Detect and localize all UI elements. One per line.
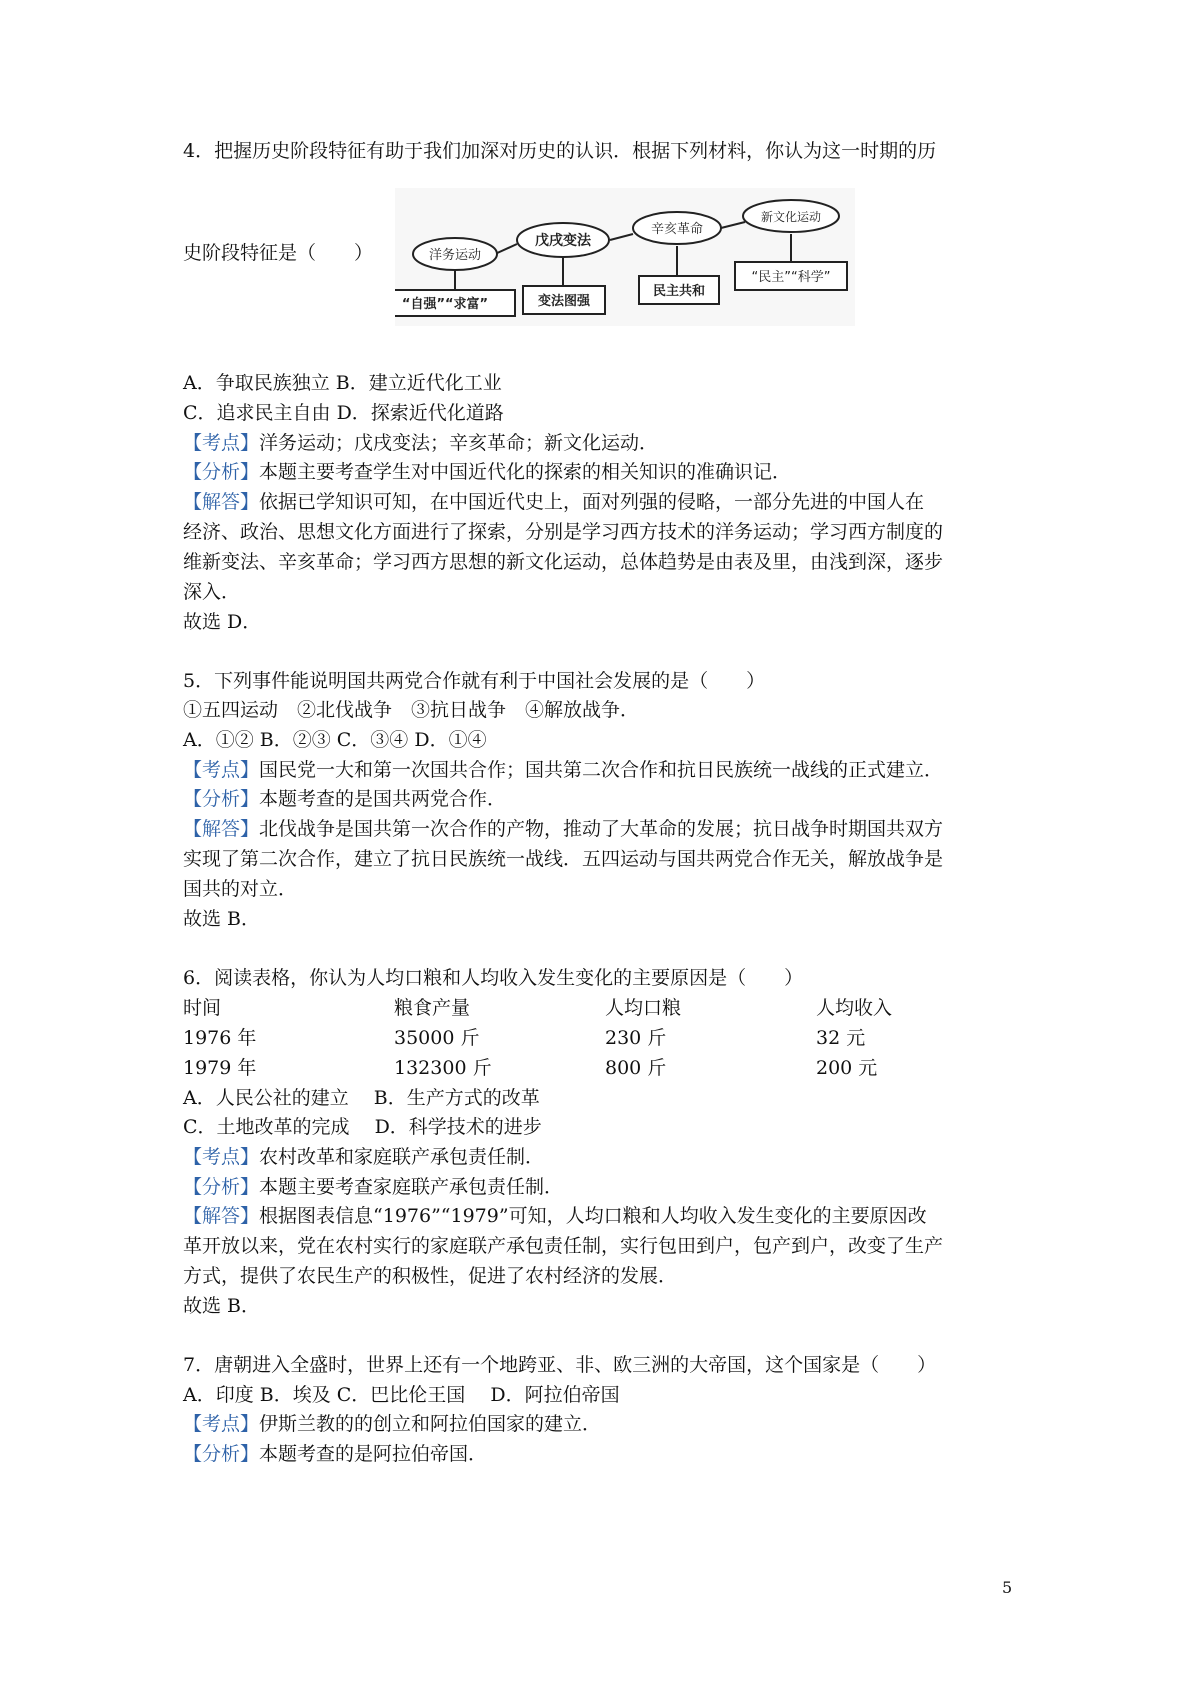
q7-options: A．印度 B．埃及 C．巴比伦王国 D．阿拉伯帝国 xyxy=(183,1384,620,1406)
q4-answer: 故选 D． xyxy=(183,611,262,633)
q6-options-line1: A．人民公社的建立 B．生产方式的改革 xyxy=(183,1087,540,1109)
page-number: 5 xyxy=(1002,1578,1013,1597)
q4-kaodian-text: 洋务运动；戊戌变法；辛亥革命；新文化运动． xyxy=(259,432,659,454)
q4-history-diagram xyxy=(395,188,855,326)
q6-table-cell: 132300 斤 xyxy=(394,1057,492,1079)
q6-jieda-line2: 革开放以来，党在农村实行的家庭联产承包责任制，实行包田到户，包产到户，改变了生产 xyxy=(183,1235,944,1257)
q5-jieda-line3: 国共的对立． xyxy=(183,878,298,900)
fenxi-tag: 【分析】 xyxy=(183,788,260,810)
q4-jieda-text1: 依据已学知识可知，在中国近代史上，面对列强的侵略，一部分先进的中国人在 xyxy=(259,491,925,513)
q4-diagram-slogan-1 xyxy=(523,286,605,314)
q5-stem: 5．下列事件能说明国共两党合作就有利于中国社会发展的是（ ） xyxy=(183,670,766,692)
q7-kaodian-text: 伊斯兰教的的创立和阿拉伯国家的建立． xyxy=(259,1413,602,1435)
q7-stem: 7．唐朝进入全盛时，世界上还有一个地跨亚、非、欧三洲的大帝国，这个国家是（ ） xyxy=(183,1354,937,1376)
q4-diagram-event-label-3: 新文化运动 xyxy=(760,210,822,224)
jieda-tag: 【解答】 xyxy=(183,1205,260,1227)
q6-table-cell: 32 元 xyxy=(816,1027,866,1049)
q4-diagram-event-2 xyxy=(633,212,721,244)
kaodian-tag: 【考点】 xyxy=(183,1146,260,1168)
q4-diagram-event-0 xyxy=(413,238,497,270)
q4-diagram-slogan-label-2: 民主共和 xyxy=(652,284,706,299)
q5-answer: 故选 B． xyxy=(183,908,261,930)
q5-kaodian xyxy=(183,757,943,783)
q4-fenxi-text: 本题主要考查学生对中国近代化的探索的相关知识的准确识记． xyxy=(259,461,792,483)
q5-jieda-line2: 实现了第二次合作，建立了抗日民族统一战线．五四运动与国共两党合作无关，解放战争是 xyxy=(183,848,944,870)
fenxi-tag: 【分析】 xyxy=(183,461,260,483)
q5-fenxi xyxy=(183,786,506,812)
q6-table-cell: 800 斤 xyxy=(605,1057,667,1079)
q4-diagram-event-label-1: 戊戌变法 xyxy=(535,233,591,249)
q6-table-cell: 35000 斤 xyxy=(394,1027,480,1049)
q6-table-cell: 230 斤 xyxy=(605,1027,667,1049)
q4-kaodian xyxy=(183,430,658,456)
q4-jieda-line2: 经济、政治、思想文化方面进行了探索，分别是学习西方技术的洋务运动；学习西方制度的 xyxy=(183,521,944,543)
q4-options-line2: C．追求民主自由 D．探索近代化道路 xyxy=(183,402,504,424)
q6-table-header-grain: 粮食产量 xyxy=(394,997,471,1019)
q4-fenxi xyxy=(183,459,791,485)
q4-diagram-slogan-label-1: 变法图强 xyxy=(537,294,591,309)
q4-jieda-line3: 维新变法、辛亥革命；学习西方思想的新文化运动，总体趋势是由表及里，由浅到深，逐步 xyxy=(183,551,944,573)
q6-table-header-time: 时间 xyxy=(183,997,222,1019)
q7-kaodian xyxy=(183,1411,601,1437)
q4-jieda-line1 xyxy=(183,489,924,515)
q6-fenxi-text: 本题主要考查家庭联产承包责任制． xyxy=(259,1176,564,1198)
q5-jieda-text1: 北伐战争是国共第一次合作的产物，推动了大革命的发展；抗日战争时期国共双方 xyxy=(259,818,944,840)
q4-diagram-slogan-label-0: “自强”“求富” xyxy=(401,297,489,312)
q4-options-line1: A．争取民族独立 B．建立近代化工业 xyxy=(183,372,502,394)
q6-table-cell: 1976 年 xyxy=(183,1027,257,1049)
jieda-tag: 【解答】 xyxy=(183,491,260,513)
kaodian-tag: 【考点】 xyxy=(183,432,260,454)
q4-diagram-event-1 xyxy=(517,223,609,257)
q7-fenxi-text: 本题考查的是阿拉伯帝国． xyxy=(259,1443,488,1465)
q6-jieda-text1: 根据图表信息“1976”“1979”可知，人均口粮和人均收入发生变化的主要原因改 xyxy=(259,1205,927,1227)
q5-fenxi-text: 本题考查的是国共两党合作． xyxy=(259,788,507,810)
q6-jieda-line1 xyxy=(183,1203,927,1229)
q4-diagram-slogan-0 xyxy=(395,290,515,316)
q4-diagram-slogan-3 xyxy=(735,262,847,290)
q6-options-line2: C．土地改革的完成 D．科学技术的进步 xyxy=(183,1116,542,1138)
q5-options: A．①② B．②③ C．③④ D．①④ xyxy=(183,729,487,751)
q6-kaodian xyxy=(183,1144,544,1170)
q5-items: ①五四运动 ②北伐战争 ③抗日战争 ④解放战争． xyxy=(183,699,640,721)
q4-diagram-event-label-0: 洋务运动 xyxy=(428,248,482,263)
fenxi-tag: 【分析】 xyxy=(183,1443,260,1465)
fenxi-tag: 【分析】 xyxy=(183,1176,260,1198)
kaodian-tag: 【考点】 xyxy=(183,1413,260,1435)
q6-table-header-income: 人均收入 xyxy=(816,997,893,1019)
q6-jieda-line3: 方式，提供了农民生产的积极性，促进了农村经济的发展． xyxy=(183,1265,678,1287)
q4-stem-line2: 史阶段特征是（ ） xyxy=(183,242,374,264)
kaodian-tag: 【考点】 xyxy=(183,759,260,781)
q6-table-cell: 200 元 xyxy=(816,1057,878,1079)
q5-jieda-line1 xyxy=(183,816,943,842)
q6-answer: 故选 B． xyxy=(183,1295,261,1317)
q4-jieda-line4: 深入． xyxy=(183,581,241,603)
q6-fenxi xyxy=(183,1174,563,1200)
q4-diagram-slogan-label-3: “民主”“科学” xyxy=(751,270,831,285)
q6-table-header-ration: 人均口粮 xyxy=(605,997,682,1019)
q4-diagram-event-3 xyxy=(743,200,839,232)
q5-kaodian-text: 国民党一大和第一次国共合作；国共第二次合作和抗日民族统一战线的正式建立． xyxy=(259,759,944,781)
q6-stem: 6．阅读表格，你认为人均口粮和人均收入发生变化的主要原因是（ ） xyxy=(183,967,804,989)
q7-fenxi xyxy=(183,1441,487,1467)
q6-kaodian-text: 农村改革和家庭联产承包责任制． xyxy=(259,1146,545,1168)
q4-diagram-event-label-2: 辛亥革命 xyxy=(650,222,704,237)
q4-diagram-slogan-2 xyxy=(639,276,719,304)
jieda-tag: 【解答】 xyxy=(183,818,260,840)
q6-table-cell: 1979 年 xyxy=(183,1057,257,1079)
q4-stem-line1: 4．把握历史阶段特征有助于我们加深对历史的认识．根据下列材料，你认为这一时期的历 xyxy=(183,140,937,162)
